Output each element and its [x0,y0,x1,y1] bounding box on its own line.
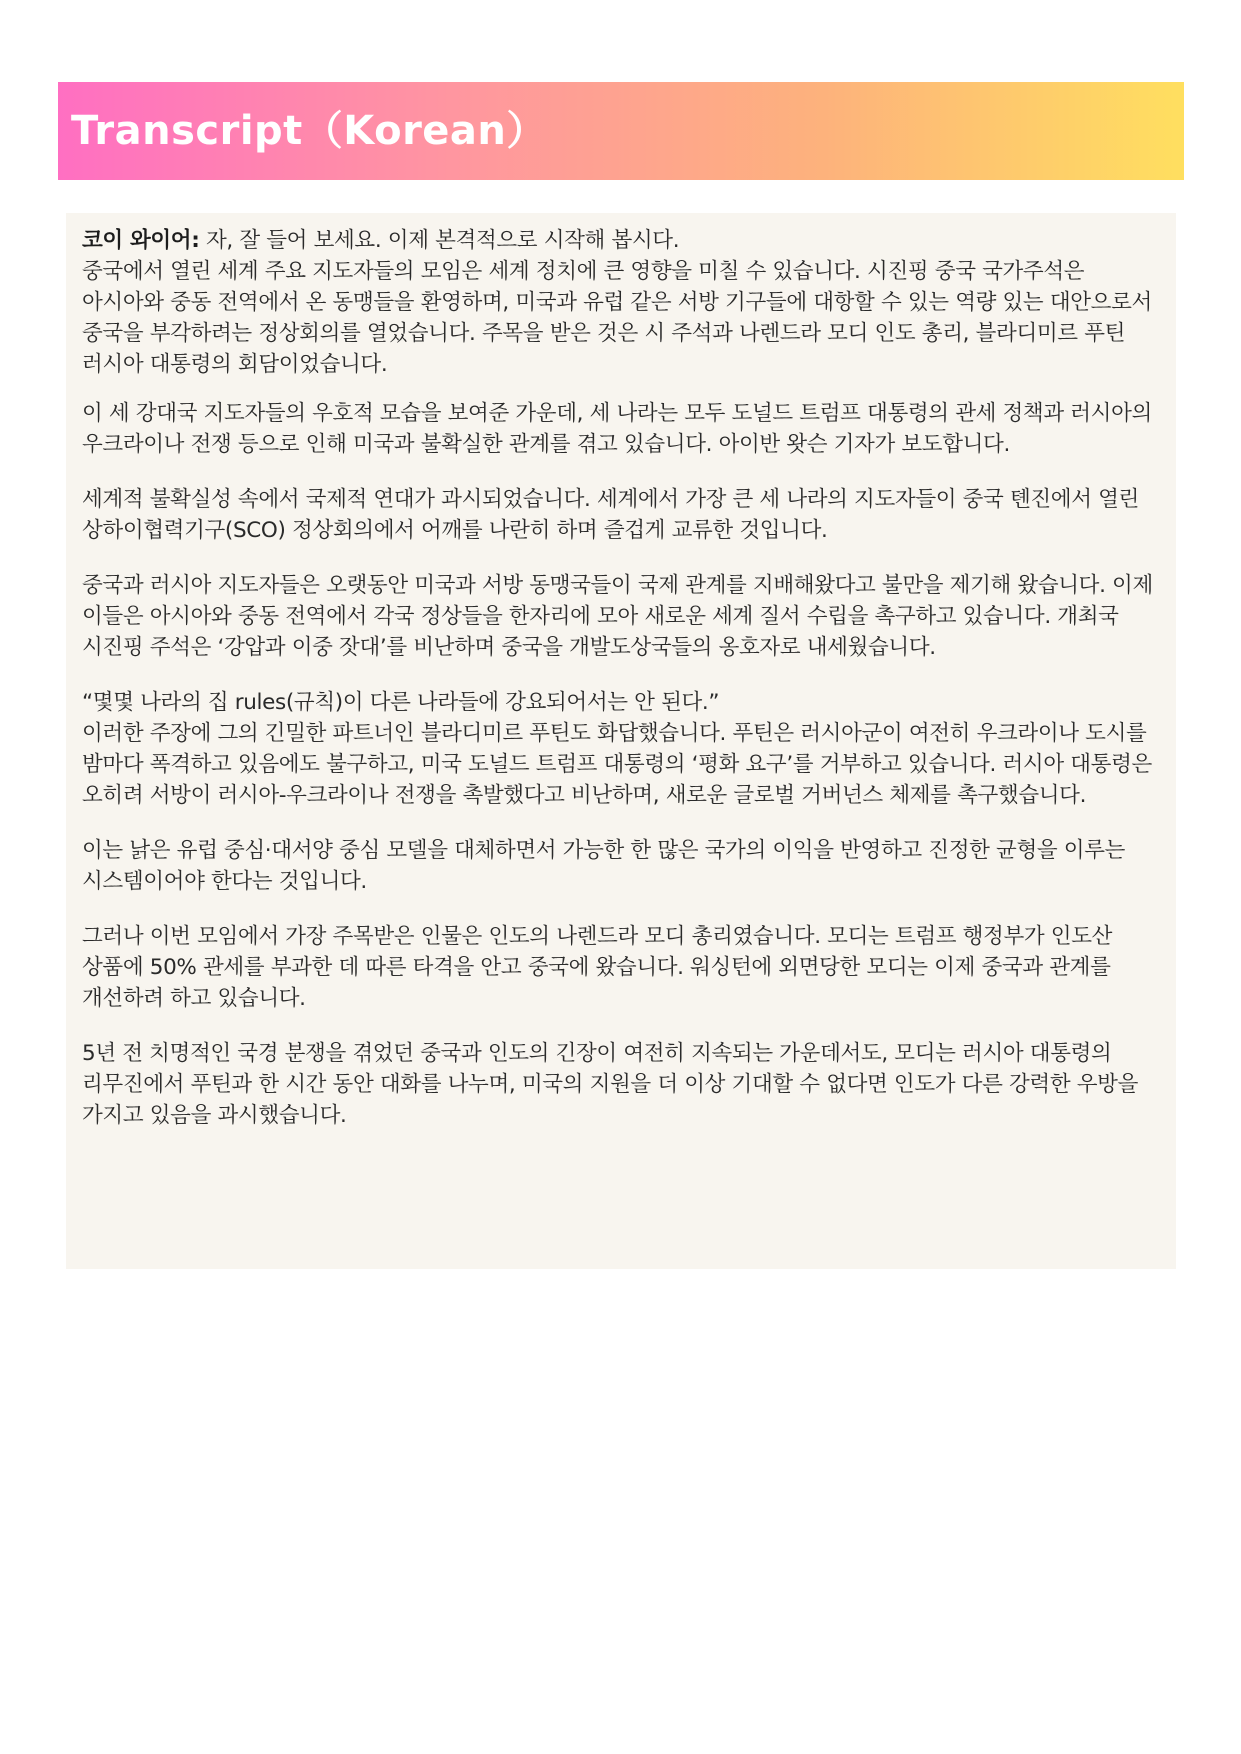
page-title: Transcript（Korean） [71,107,547,154]
speaker-name: 코이 와이어: [82,228,200,253]
transcript-paragraph: 이 세 강대국 지도자들의 우호적 모습을 보여준 가운데, 세 나라는 모두 도널드 트럼프 대통령의 관세 정책과 러시아의 우크라이나 전쟁 등으로 인해 미국과 불확실한 관계를 겪고 있습니다. 아이반 왓슨 기자가 보도합니다. [82,401,1152,457]
header-banner [58,82,1184,180]
quote-text: “몇몇 나라의 집 rules(규칙)이 다른 나라들에 강요되어서는 안 된다.” [82,690,720,715]
transcript-paragraph: 그러나 이번 모임에서 가장 주목받은 인물은 인도의 나렌드라 모디 총리였습니다. 모디는 트럼프 행정부가 인도산 상품에 50% 관세를 부과한 데 따른 타격을 안고 중국에 왔습니다. 워싱턴에 외면당한 모디는 이제 중국과 관계를 개선하려 하고 있습니다. [82,924,1113,1011]
transcript-paragraph: 이는 낡은 유럽 중심·대서양 중심 모델을 대체하면서 가능한 한 많은 국가의 이익을 반영하고 진정한 균형을 이루는 시스템이어야 한다는 것입니다. [82,838,1126,894]
transcript-paragraph: 5년 전 치명적인 국경 분쟁을 겪었던 중국과 인도의 긴장이 여전히 지속되는 가운데서도, 모디는 러시아 대통령의 리무진에서 푸틴과 한 시간 동안 대화를 나누며, 미국의 지원을 더 이상 기대할 수 없다면 인도가 다른 강력한 우방을 가지고 있음을 과시했습니다. [82,1041,1138,1128]
transcript-opening [82,225,1160,380]
transcript-paragraph: 세계적 불확실성 속에서 국제적 연대가 과시되었습니다. 세계에서 가장 큰 세 나라의 지도자들이 중국 톈진에서 열린 상하이협력기구(SCO) 정상회의에서 어깨를 나란히 하며 즐겁게 교류한 것입니다. [82,487,1139,543]
transcript-quote-block [82,687,1160,811]
transcript-paragraph: 중국과 러시아 지도자들은 오랫동안 미국과 서방 동맹국들이 국제 관계를 지배해왔다고 불만을 제기해 왔습니다. 이제 이들은 아시아와 중동 전역에서 각국 정상들을 한자리에 모아 새로운 세계 질서 수립을 촉구하고 있습니다. 개최국 시진핑 주석은 ‘강압과 이중 잣대’를 비난하며 중국을 개발도상국들의 옹호자로 내세웠습니다. [82,573,1153,660]
transcript-box [66,213,1176,1269]
opening-text: 자, 잘 들어 보세요. 이제 본격적으로 시작해 봅시다. [199,228,680,253]
transcript-paragraph: 중국에서 열린 세계 주요 지도자들의 모임은 세계 정치에 큰 영향을 미칠 수 있습니다. 시진핑 중국 국가주석은 아시아와 중동 전역에서 온 동맹들을 환영하며, 미국과 유럽 같은 서방 기구들에 대항할 수 있는 역량 있는 대안으로서 중국을 부각하려는 정상회의를 열었습니다. 주목을 받은 것은 시 주석과 나렌드라 모디 인도 총리, 블라디미르 푸틴 러시아 대통령의 회담이었습니다. [82,259,1152,377]
quote-followup-text: 이러한 주장에 그의 긴밀한 파트너인 블라디미르 푸틴도 화답했습니다. 푸틴은 러시아군이 여전히 우크라이나 도시를 밤마다 폭격하고 있음에도 불구하고, 미국 도널드 트럼프 대통령의 ‘평화 요구’를 거부하고 있습니다. 러시아 대통령은 오히려 서방이 러시아-우크라이나 전쟁을 촉발했다고 비난하며, 새로운 글로벌 거버넌스 체제를 촉구했습니다. [82,721,1152,808]
